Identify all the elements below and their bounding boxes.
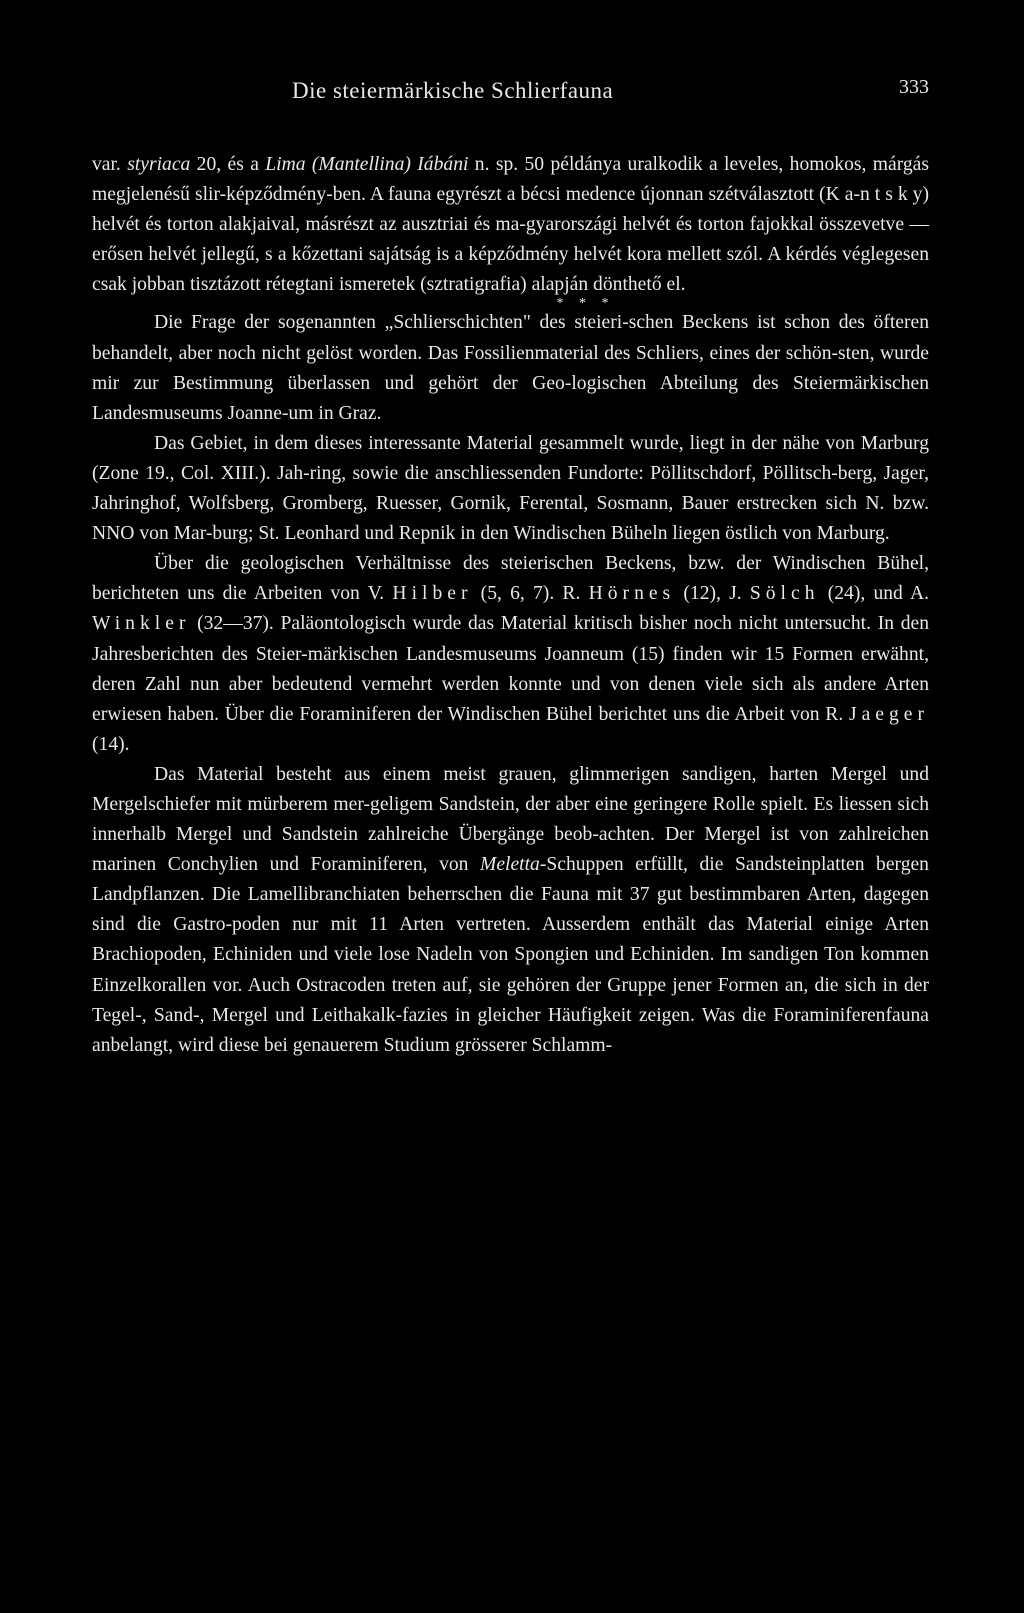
page-number: 333 — [899, 76, 929, 98]
paragraph-literature: Über die geologischen Verhältnisse des steierischen Beckens, bzw. der Windischen Bühel, berichteten uns die Arbeiten von V. Hilber (5, 6, 7). R. Hörnes (12), J. Sölch (24), und A. Winkler (32—37). Paläontologisch wurde das Material kritisch bisher noch nicht untersucht. In den Jahresberichten des Steier-märkischen Landesmuseums Joanneum (15) finden wir 15 Formen erwähnt, deren Zahl nun aber bedeutend vermehrt werden konnte und von denen viele sich als andere Arten erwiesen haben. Über die Foraminiferen der Windischen Bühel berichtet uns die Arbeit von R. Jaeger (14). — [92, 553, 929, 755]
running-header — [92, 78, 929, 108]
paragraph-intro: Die Frage der sogenannten „Schlierschichten" des steieri-schen Beckens ist schon des öfteren behandelt, aber noch nicht gelöst worden. Das Fossilienmaterial des Schliers, eines der schön-sten, wurde mir zur Bestimmung überlassen und gehört der Geo-logischen Abteilung des Steiermärkischen Landesmuseums Joanne-um in Graz. — [92, 312, 929, 424]
taxon-name: styriaca — [127, 154, 191, 175]
taxon-name: Meletta — [480, 854, 540, 876]
section-separator: * * * — [556, 296, 615, 312]
author-name: Jaeger — [848, 703, 929, 725]
paragraph-material: Das Material besteht aus einem meist grauen, glimmerigen sandigen, harten Mergel und Mergelschiefer mit mürberem mer-geligem Sandstein, der aber eine geringere Rolle spielt. Es liessen sich innerhalb Mergel und Sandstein zahlreiche Übergänge beob-achten. Der Mergel ist von zahlreichen marinen Conchylien und Foraminiferen, von Meletta-Schuppen erfüllt, die Sandsteinplatten bergen Landpflanzen. Die Lamellibranchiaten beherrschen die Fauna mit 37 gut bestimmbaren Arten, dagegen sind die Gastro-poden nur mit 11 Arten vertreten. Ausserdem enthält das Material einige Arten Brachiopoden, Echiniden und viele lose Nadeln von Spongien und Echiniden. Im sandigen Ton kommen Einzelkorallen vor. Auch Ostracoden treten auf, sie gehören der Gruppe jener Formen an, die sich in der Tegel-, Sand-, Mergel und Leithakalk-fazies in gleicher Häufigkeit zeigen. Was die Foraminiferenfauna anbelangt, wird diese bei genauerem Studium grösserer Schlamm- — [92, 763, 929, 1056]
running-title: Die steiermärkische Schlierfauna — [292, 78, 614, 103]
author-name: Hörnes — [588, 583, 676, 605]
author-name: Winkler — [92, 613, 191, 635]
author-name: Sölch — [749, 583, 820, 605]
paragraph-hungarian-summary: var. styriaca 20, és a Lima (Mantellina) Iábáni n. sp. 50 példánya uralkodik a leveles, homokos, márgás megjelenésű slir-képződmény-ben. A fauna egyrészt a bécsi medence újonnan szétválasztott (K a-n t s k y) helvét és torton alakjaival, másrészt az ausztriai és ma-gyarországi helvét és torton fajokkal összevetve — erősen helvét jellegű, s a kőzettani sajátság is a képződmény helvét kora mellett szól. A kérdés véglegesen csak jobban tisztázott rétegtani ismeretek (sztratigrafia) alapján dönthető el. — [92, 154, 930, 296]
body-text — [92, 150, 929, 1061]
paragraph-area: Das Gebiet, in dem dieses interessante Material gesammelt wurde, liegt in der nähe von Marburg (Zone 19., Col. XIII.). Jah-ring, sowie die anschliessenden Fundorte: Pöllitschdorf, Pöllitsch-berg, Jager, Jahringhof, Wolfsberg, Gromberg, Ruesser, Gornik, Ferental, Sosmann, Bauer erstrecken sich N. bzw. NNO von Mar-burg; St. Leonhard und Repnik in den Windischen Büheln liegen östlich von Marburg. — [92, 432, 929, 545]
taxon-name: Lima (Mantellina) Iábáni — [265, 154, 469, 175]
author-name: Hilber — [392, 583, 473, 605]
